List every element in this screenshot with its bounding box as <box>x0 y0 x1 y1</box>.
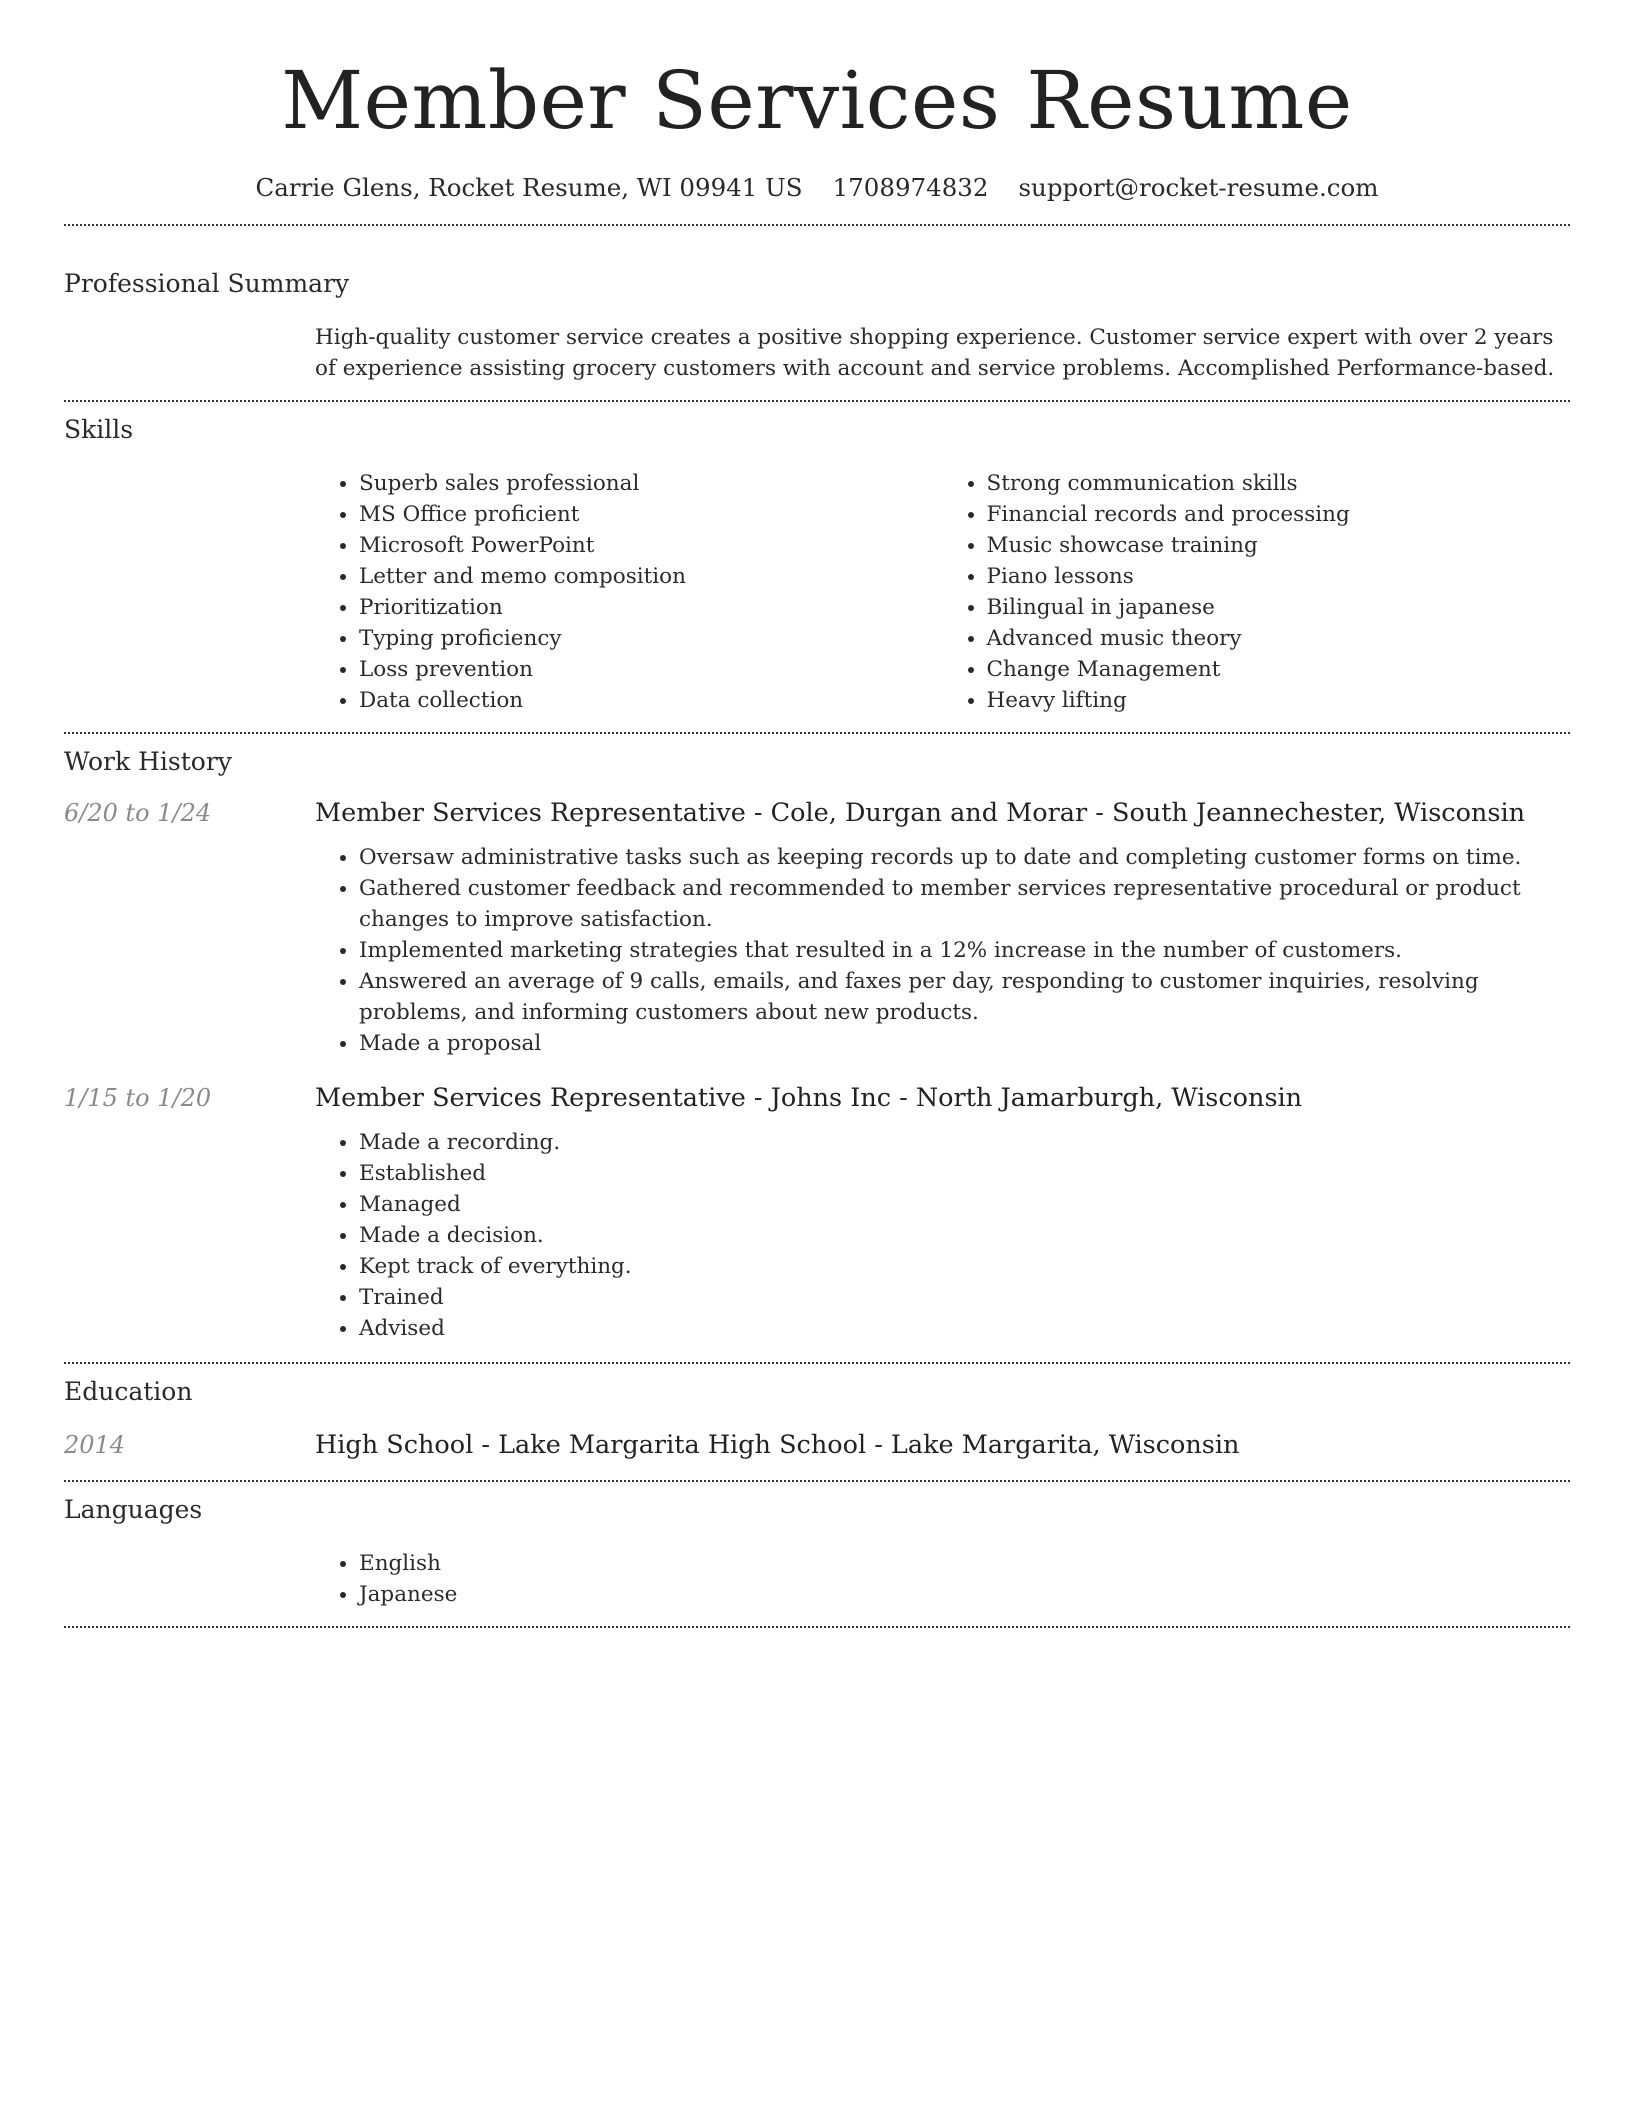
job-bullet: • Kept track of everything. <box>359 1251 1570 1282</box>
job-entry <box>64 1081 1570 1344</box>
education-heading: Education <box>64 1377 193 1406</box>
skill-item: • Prioritization <box>359 592 943 623</box>
skills-section <box>64 414 1570 716</box>
education-text: High School - Lake Margarita High School - Lake Margarita, Wisconsin <box>315 1430 1240 1460</box>
skills-list-right <box>943 468 1571 716</box>
contact-email: support@rocket-resume.com <box>1018 173 1379 202</box>
education-year: 2014 <box>64 1431 126 1459</box>
skill-item: • Music showcase training <box>987 530 1571 561</box>
education-entry <box>64 1428 1570 1462</box>
job-bullet: • Oversaw administrative tasks such as keeping records up to date and completing customer forms on time. <box>359 842 1570 873</box>
skill-item: • Data collection <box>359 685 943 716</box>
languages-heading: Languages <box>64 1495 203 1524</box>
skill-item: • Strong communication skills <box>987 468 1571 499</box>
languages-block <box>315 1548 1570 1610</box>
work-heading: Work History <box>64 747 232 776</box>
divider <box>64 400 1570 402</box>
skills-list-left <box>315 468 943 716</box>
skills-heading: Skills <box>64 415 134 444</box>
job-bullet: • Implemented marketing strategies that resulted in a 12% increase in the number of customers. <box>359 935 1570 966</box>
job-entry <box>64 796 1570 1059</box>
skill-item: • Heavy lifting <box>987 685 1571 716</box>
job-bullets <box>315 1127 1570 1344</box>
divider <box>64 732 1570 734</box>
languages-list <box>315 1548 1570 1610</box>
skill-item: • Typing proficiency <box>359 623 943 654</box>
contact-address: Carrie Glens, Rocket Resume, WI 09941 US <box>255 173 803 202</box>
resume-page <box>64 0 1570 1628</box>
job-bullet: • Made a decision. <box>359 1220 1570 1251</box>
job-bullet: • Advised <box>359 1313 1570 1344</box>
contact-line <box>64 168 1570 208</box>
job-bullet: • Managed <box>359 1189 1570 1220</box>
skill-item: • Letter and memo composition <box>359 561 943 592</box>
skill-item: • Advanced music theory <box>987 623 1571 654</box>
job-bullet: • Answered an average of 9 calls, emails, and faxes per day, responding to customer inquiries, resolving problems, and informing customers about new products. <box>359 966 1570 1028</box>
language-item: • Japanese <box>359 1579 1570 1610</box>
resume-title: Member Services Resume <box>281 54 1353 147</box>
job-bullet: • Made a recording. <box>359 1127 1570 1158</box>
skill-item: • MS Office proficient <box>359 499 943 530</box>
job-bullet: • Established <box>359 1158 1570 1189</box>
skills-grid <box>315 468 1570 716</box>
summary-heading: Professional Summary <box>64 269 350 298</box>
summary-section <box>64 268 1570 384</box>
job-dates: 1/15 to 1/20 <box>64 1084 212 1112</box>
skill-item: • Bilingual in japanese <box>987 592 1571 623</box>
divider <box>64 1480 1570 1482</box>
contact-phone: 1708974832 <box>832 173 989 202</box>
job-list <box>64 796 1570 1344</box>
job-dates: 6/20 to 1/24 <box>64 799 212 827</box>
skill-item: • Microsoft PowerPoint <box>359 530 943 561</box>
divider <box>64 224 1570 226</box>
skill-item: • Piano lessons <box>987 561 1571 592</box>
work-section <box>64 746 1570 1344</box>
job-bullet: • Trained <box>359 1282 1570 1313</box>
skill-item: • Financial records and processing <box>987 499 1571 530</box>
job-bullet: • Made a proposal <box>359 1028 1570 1059</box>
job-header <box>64 1081 1570 1115</box>
skill-item: • Loss prevention <box>359 654 943 685</box>
divider <box>64 1362 1570 1364</box>
summary-text: High-quality customer service creates a positive shopping experience. Customer service expert with over 2 years of experience assisting grocery customers with account and service problems. Accomplished Performance-based. <box>315 325 1555 381</box>
divider <box>64 1626 1570 1628</box>
skill-item: • Change Management <box>987 654 1571 685</box>
education-section <box>64 1376 1570 1462</box>
languages-section <box>64 1494 1570 1610</box>
job-title: Member Services Representative - Johns Inc - North Jamarburgh, Wisconsin <box>315 1083 1303 1113</box>
language-item: • English <box>359 1548 1570 1579</box>
job-title: Member Services Representative - Cole, Durgan and Morar - South Jeannechester, Wisconsin <box>315 798 1526 828</box>
skill-item: • Superb sales professional <box>359 468 943 499</box>
job-bullets <box>315 842 1570 1059</box>
job-header <box>64 796 1570 830</box>
job-bullet: • Gathered customer feedback and recommended to member services representative procedural or product changes to improve satisfaction. <box>359 873 1570 935</box>
